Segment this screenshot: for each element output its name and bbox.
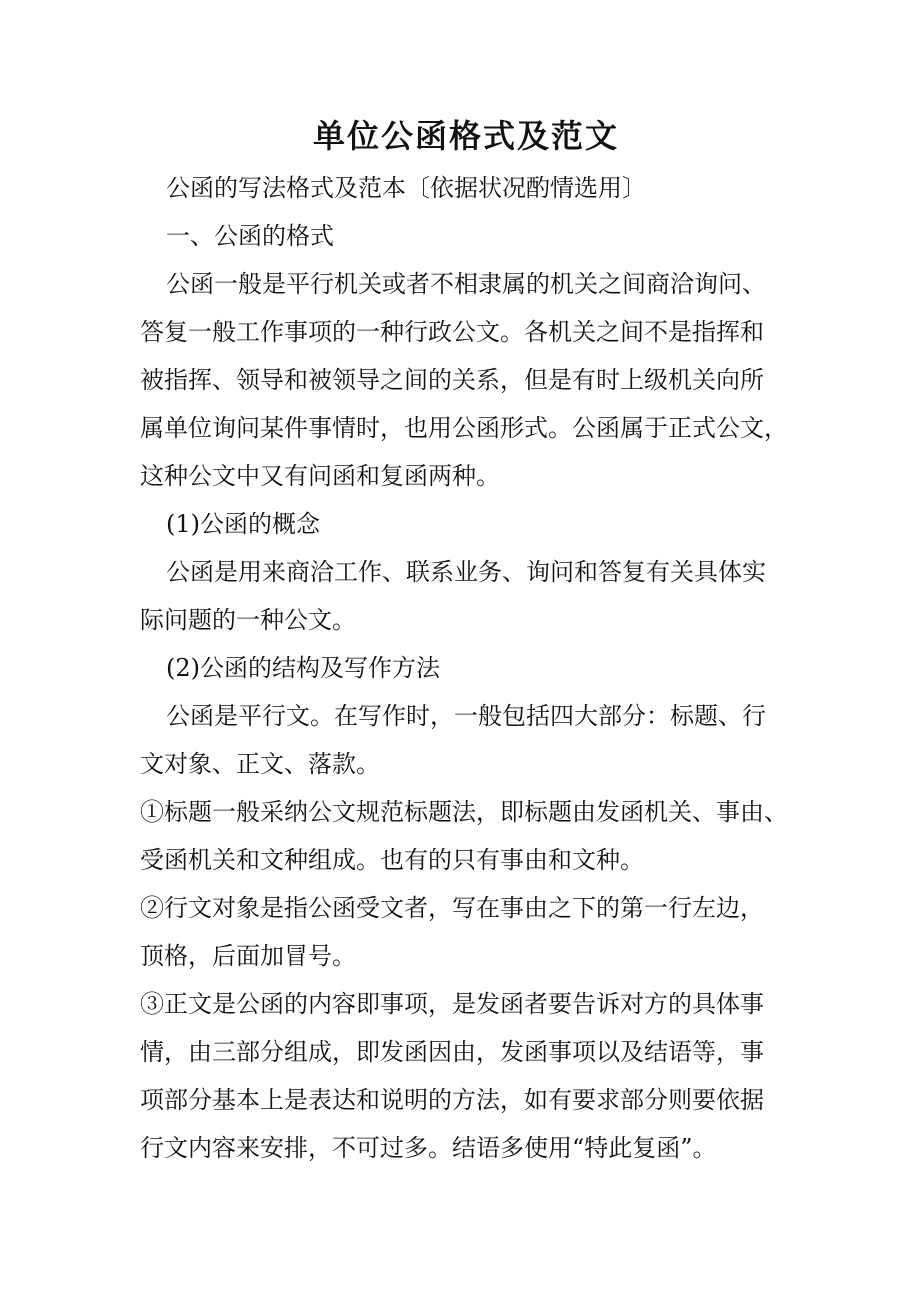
paragraph-line: 公函是平行文。在写作时，一般包括四大部分：标题、行 bbox=[166, 702, 766, 730]
paragraph-line: 顶格，后面加冒号。 bbox=[140, 942, 356, 970]
list-item-line: ①标题一般采纳公文规范标题法，即标题由发函机关、事由、 bbox=[140, 798, 788, 826]
paragraph-line: 项部分基本上是表达和说明的方法，如有要求部分则要依据 bbox=[140, 1086, 764, 1114]
subsection-heading: (1)公函的概念 bbox=[166, 510, 320, 538]
subsection-heading: (2)公函的结构及写作方法 bbox=[166, 654, 440, 682]
paragraph-line: 这种公文中又有问函和复函两种。 bbox=[140, 462, 500, 490]
paragraph-line: 受函机关和文种组成。也有的只有事由和文种。 bbox=[140, 846, 644, 874]
paragraph-line: 文对象、正文、落款。 bbox=[140, 750, 380, 778]
paragraph-line: 公函是用来商洽工作、联系业务、询问和答复有关具体实 bbox=[166, 558, 766, 586]
list-item-line: ③正文是公函的内容即事项，是发函者要告诉对方的具体事 bbox=[140, 990, 764, 1018]
paragraph-line: 公函的写法格式及范本〔依据状况酌情选用〕 bbox=[166, 174, 646, 202]
document-body bbox=[140, 164, 788, 1172]
paragraph-line: 被指挥、领导和被领导之间的关系，但是有时上级机关向所 bbox=[140, 366, 764, 394]
document-title: 单位公函格式及范文 bbox=[312, 117, 619, 155]
paragraph-line: 答复一般工作事项的一种行政公文。各机关之间不是指挥和 bbox=[140, 318, 764, 346]
paragraph-line: 属单位询问某件事情时，也用公函形式。公函属于正式公文， bbox=[140, 414, 788, 442]
paragraph-line: 情，由三部分组成，即发函因由，发函事项以及结语等，事 bbox=[140, 1038, 764, 1066]
section-heading: 一、公函的格式 bbox=[166, 222, 334, 250]
paragraph-line: 公函一般是平行机关或者不相隶属的机关之间商洽询问、 bbox=[166, 270, 766, 298]
document-page bbox=[140, 108, 788, 1172]
paragraph-line: 际问题的一种公文。 bbox=[140, 606, 356, 634]
list-item-line: ②行文对象是指公函受文者，写在事由之下的第一行左边， bbox=[140, 894, 764, 922]
paragraph-line: 行文内容来安排，不可过多。结语多使用“特此复函”。 bbox=[140, 1134, 717, 1162]
